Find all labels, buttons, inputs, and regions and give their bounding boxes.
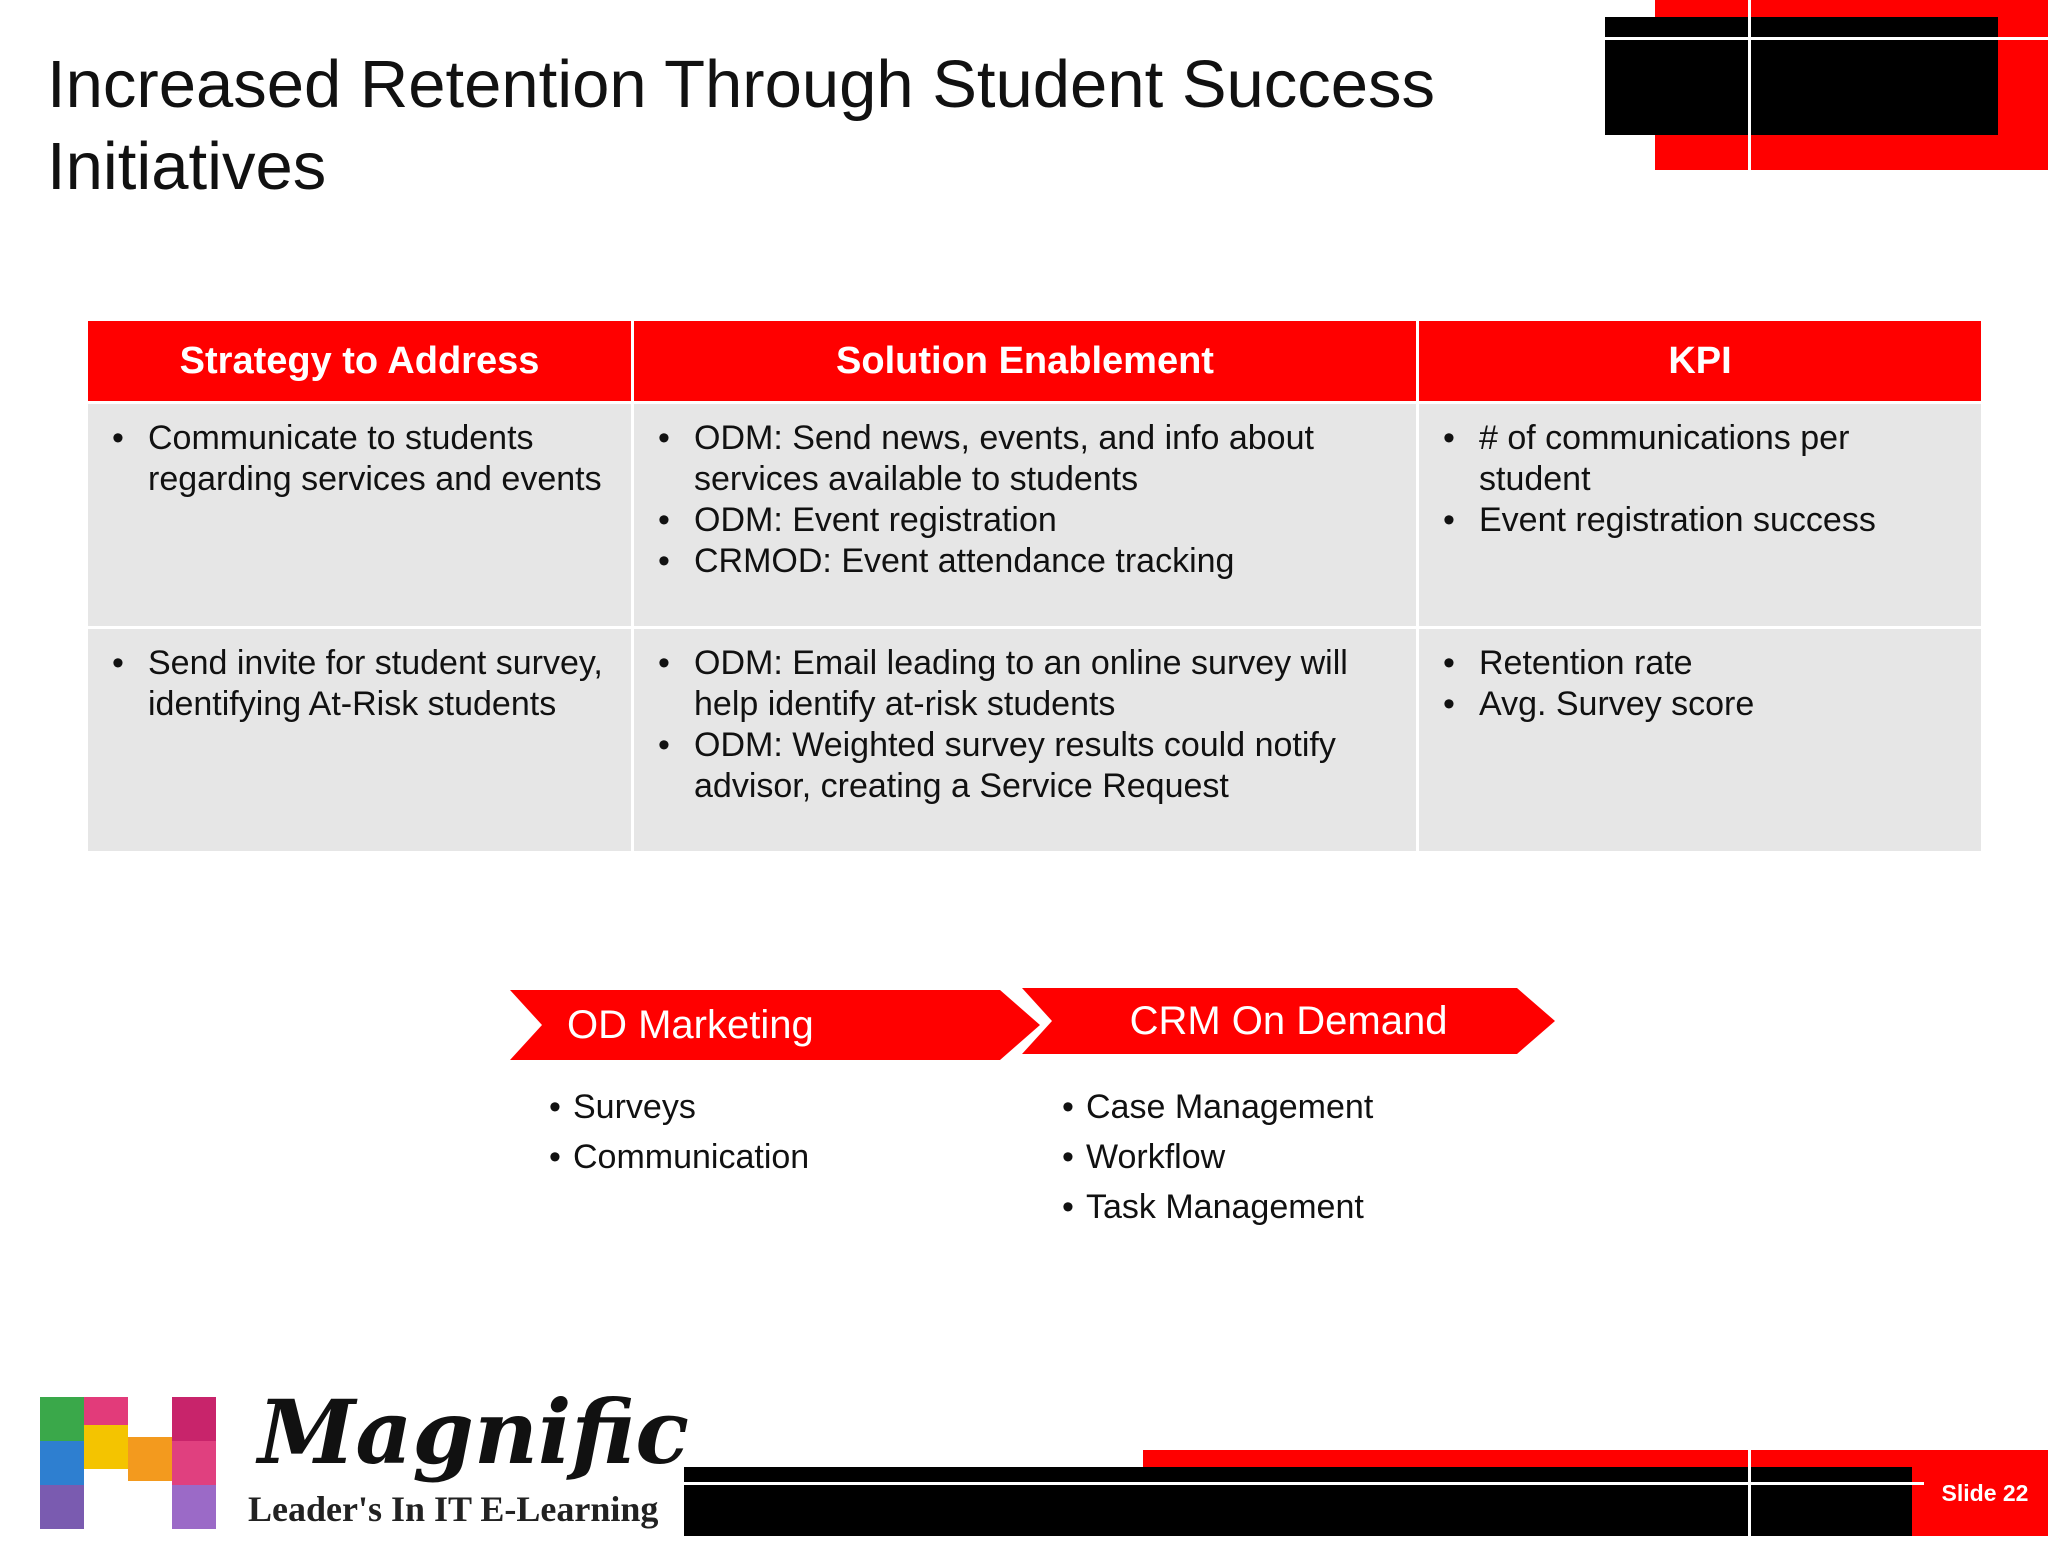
list-item: • CRMOD: Event attendance tracking [658, 542, 1235, 580]
crm-on-demand-chevron [1022, 988, 1555, 1058]
bullet-icon: • [549, 1088, 561, 1126]
bullet-icon: • [549, 1138, 561, 1176]
list-item: • Task Management [1062, 1182, 1373, 1232]
bullet-icon: • [658, 419, 670, 457]
od-marketing-features [549, 1082, 809, 1182]
bullet-icon: • [1443, 644, 1455, 682]
bullet-icon: • [1443, 419, 1455, 457]
list-item: • Workflow [1062, 1132, 1373, 1182]
corner-decoration-black [1605, 17, 1998, 135]
kpi-cell [1418, 628, 1983, 853]
strategy-table [85, 318, 1984, 854]
table-row [87, 628, 1983, 853]
footer-decoration-line [684, 1482, 1924, 1485]
table-header-row [87, 320, 1983, 403]
solution-cell [633, 628, 1418, 853]
bullet-icon: • [112, 419, 124, 457]
footer-decoration-black [684, 1467, 1912, 1536]
list-item: • Communication [549, 1132, 809, 1182]
bullet-icon: • [658, 644, 670, 682]
list-item: • ODM: Email leading to an online survey will help identify at-risk students [658, 644, 1348, 723]
bullet-icon: • [658, 726, 670, 764]
logo-wordmark: Magnific [258, 1380, 689, 1484]
bullet-icon: • [112, 644, 124, 682]
kpi-cell [1418, 403, 1983, 628]
list-item: • Retention rate [1443, 644, 1693, 682]
bullet-icon: • [1062, 1188, 1074, 1226]
list-item: • Communicate to students regarding services and events [112, 419, 602, 498]
list-item: • ODM: Weighted survey results could notify advisor, creating a Service Request [658, 726, 1336, 805]
footer-decoration-line [1748, 1450, 1751, 1536]
header-strategy: Strategy to Address [87, 320, 633, 403]
crm-on-demand-features [1062, 1082, 1373, 1232]
bullet-icon: • [1062, 1088, 1074, 1126]
bullet-icon: • [1443, 501, 1455, 539]
list-item: • Case Management [1062, 1082, 1373, 1132]
list-item: • Surveys [549, 1082, 809, 1132]
bullet-icon: • [1443, 685, 1455, 723]
strategy-cell [87, 403, 633, 628]
solution-cell [633, 403, 1418, 628]
bullet-icon: • [658, 501, 670, 539]
corner-decoration-line [1748, 0, 1751, 170]
bullet-icon: • [1062, 1138, 1074, 1176]
list-item: • Send invite for student survey, identifying At-Risk students [112, 644, 603, 723]
corner-decoration-line [1605, 37, 2048, 40]
list-item: • Avg. Survey score [1443, 685, 1755, 723]
chevron-label: OD Marketing [567, 1003, 814, 1047]
list-item: • ODM: Send news, events, and info about services available to students [658, 419, 1314, 498]
slide-number: Slide 22 [1941, 1480, 2029, 1506]
slide-title: Increased Retention Through Student Success Initiatives [47, 47, 1436, 204]
header-solution: Solution Enablement [633, 320, 1418, 403]
cubes-logo-icon [30, 1385, 240, 1536]
bullet-icon: • [658, 542, 670, 580]
od-marketing-chevron [510, 990, 1040, 1060]
chevron-label: CRM On Demand [1129, 999, 1448, 1043]
list-item: • Event registration success [1443, 501, 1876, 539]
strategy-cell [87, 628, 633, 853]
logo-tagline: Leader's In IT E-Learning [248, 1489, 659, 1529]
list-item: • # of communications per student [1443, 419, 1850, 498]
header-kpi: KPI [1418, 320, 1983, 403]
list-item: • ODM: Event registration [658, 501, 1057, 539]
table-row [87, 403, 1983, 628]
